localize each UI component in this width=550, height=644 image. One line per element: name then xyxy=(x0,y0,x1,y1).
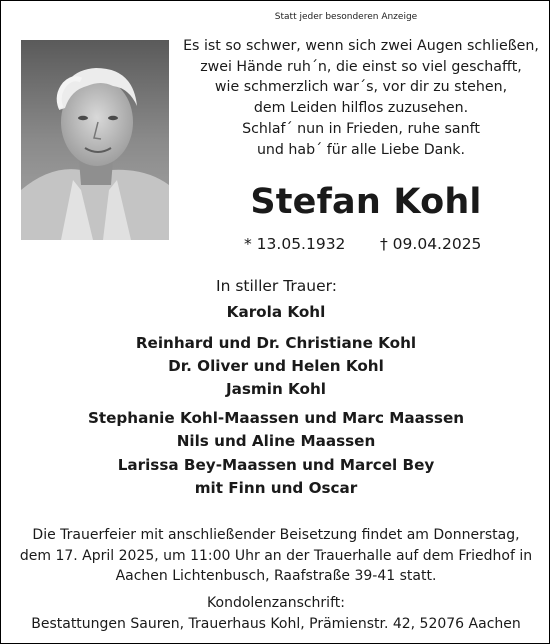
ceremony-line: Die Trauerfeier mit anschließender Beisetzung findet am Donnerstag, xyxy=(32,527,520,543)
deceased-name: Stefan Kohl xyxy=(250,182,482,222)
mourner-line: Karola Kohl xyxy=(226,303,326,321)
condolence-label: Kondolenzanschrift: xyxy=(207,595,345,611)
mourner-line: Dr. Oliver und Helen Kohl xyxy=(168,357,384,375)
death-date: † 09.04.2025 xyxy=(380,235,482,253)
mourner-line: mit Finn und Oscar xyxy=(194,479,358,497)
poem-line: wie schmerzlich war´s, vor dir zu stehen, xyxy=(214,79,508,96)
mourner-line: Reinhard und Dr. Christiane Kohl xyxy=(135,334,417,352)
ceremony-line: dem 17. April 2025, um 11:00 Uhr an der Trauerhalle auf dem Friedhof in xyxy=(19,547,533,564)
poem-line: und hab´ für alle Liebe Dank. xyxy=(256,141,466,158)
mourner-line: Larissa Bey-Maassen und Marcel Bey xyxy=(117,456,435,474)
header-note: Statt jeder besonderen Anzeige xyxy=(274,12,418,22)
poem-line: dem Leiden hilflos zuzusehen. xyxy=(253,100,469,117)
poem-line: zwei Hände ruh´n, die einst so viel geschafft, xyxy=(200,58,522,75)
portrait-photo xyxy=(21,40,169,240)
condolence-address: Bestattungen Sauren, Trauerhaus Kohl, Prämienstr. 42, 52076 Aachen xyxy=(31,616,521,632)
birth-date: * 13.05.1932 xyxy=(244,235,346,253)
mourner-line: Jasmin Kohl xyxy=(225,380,327,398)
mourner-line: Nils und Aline Maassen xyxy=(176,432,376,450)
poem-line: Es ist so schwer, wenn sich zwei Augen schließen, xyxy=(183,38,539,54)
mourners-label: In stiller Trauer: xyxy=(216,277,337,295)
portrait-illustration xyxy=(21,40,169,240)
poem xyxy=(181,36,541,160)
ceremony-notice xyxy=(11,525,541,587)
mourner-line: Stephanie Kohl-Maassen und Marc Maassen xyxy=(87,409,465,427)
ceremony-line: Aachen Lichtenbusch, Raafstraße 39-41 statt. xyxy=(115,568,437,584)
poem-line: Schlaf´ nun in Frieden, ruhe sanft xyxy=(242,120,480,137)
